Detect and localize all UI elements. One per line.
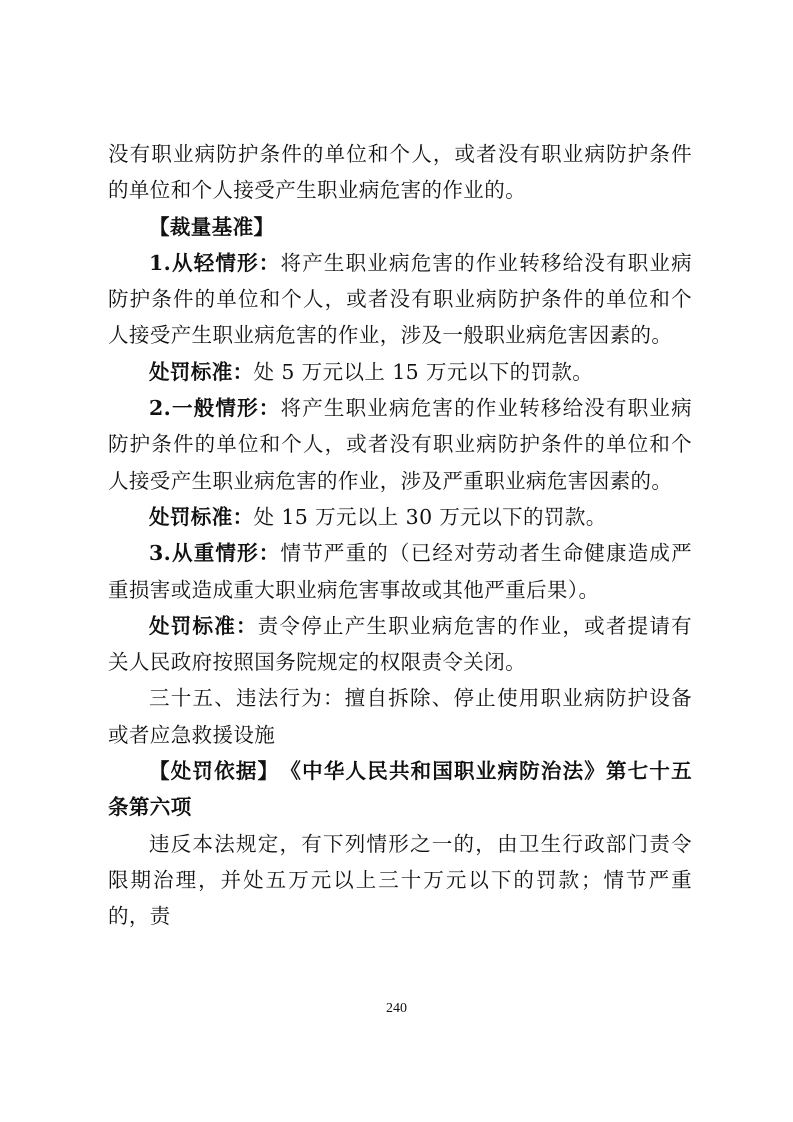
paragraph-lead: 2.一般情形：	[149, 396, 281, 421]
paragraph-body: 三十五、违法行为：擅自拆除、停止使用职业病防护设备或者应急救援设施	[108, 686, 692, 747]
paragraph-body: 情节严重的（已经对劳动者生命健康造成严重损害或造成重大职业病危害事故或其他严重后果）。	[108, 541, 692, 602]
paragraph-penalty-standard	[108, 354, 692, 390]
body-text	[108, 136, 692, 935]
paragraph-legal-text	[108, 826, 692, 935]
paragraph-lead: 1.从轻情形：	[149, 250, 281, 275]
paragraph-body: 没有职业病防护条件的单位和个人，或者没有职业病防护条件的单位和个人接受产生职业病危害的作业的。	[108, 142, 692, 203]
paragraph-general-case	[108, 390, 692, 499]
paragraph-body: 违反本法规定，有下列情形之一的，由卫生行政部门责令限期治理，并处五万元以上三十万元以下的罚款；情节严重的，责	[108, 831, 692, 929]
paragraph-violation-35	[108, 680, 692, 753]
paragraph-penalty-standard	[108, 499, 692, 535]
paragraph-lead: 处罚标准：	[149, 359, 254, 384]
page-number: 240	[386, 1001, 407, 1016]
section-heading-discretion-standard: 【裁量基准】	[149, 214, 275, 239]
paragraph-lead: 处罚标准：	[149, 504, 254, 529]
paragraph-lead: 处罚标准：	[149, 613, 258, 638]
paragraph-severe-case	[108, 535, 692, 608]
paragraph-body: 处 15 万元以上 30 万元以下的罚款。	[253, 504, 607, 529]
paragraph	[108, 136, 692, 209]
paragraph-body: 责令停止产生职业病危害的作业，或者提请有关人民政府按照国务院规定的权限责令关闭。	[108, 613, 693, 675]
paragraph-body: 将产生职业病危害的作业转移给没有职业病防护条件的单位和个人，或者没有职业病防护条件的单位和个人接受产生职业病危害的作业，涉及严重职业病危害因素的。	[108, 396, 692, 493]
paragraph-lead: 3.从重情形：	[149, 541, 281, 566]
paragraph-penalty-standard	[108, 608, 692, 681]
paragraph-body: 处 5 万元以上 15 万元以下的罚款。	[253, 359, 594, 384]
section-heading-penalty-basis: 【处罚依据】 《中华人民共和国职业病防治法》第七十五条第六项	[108, 759, 692, 820]
paragraph-body: 将产生职业病危害的作业转移给没有职业病防护条件的单位和个人，或者没有职业病防护条件的单位和个人接受产生职业病危害的作业，涉及一般职业病危害因素的。	[108, 250, 692, 348]
paragraph-lenient-case	[108, 245, 692, 354]
